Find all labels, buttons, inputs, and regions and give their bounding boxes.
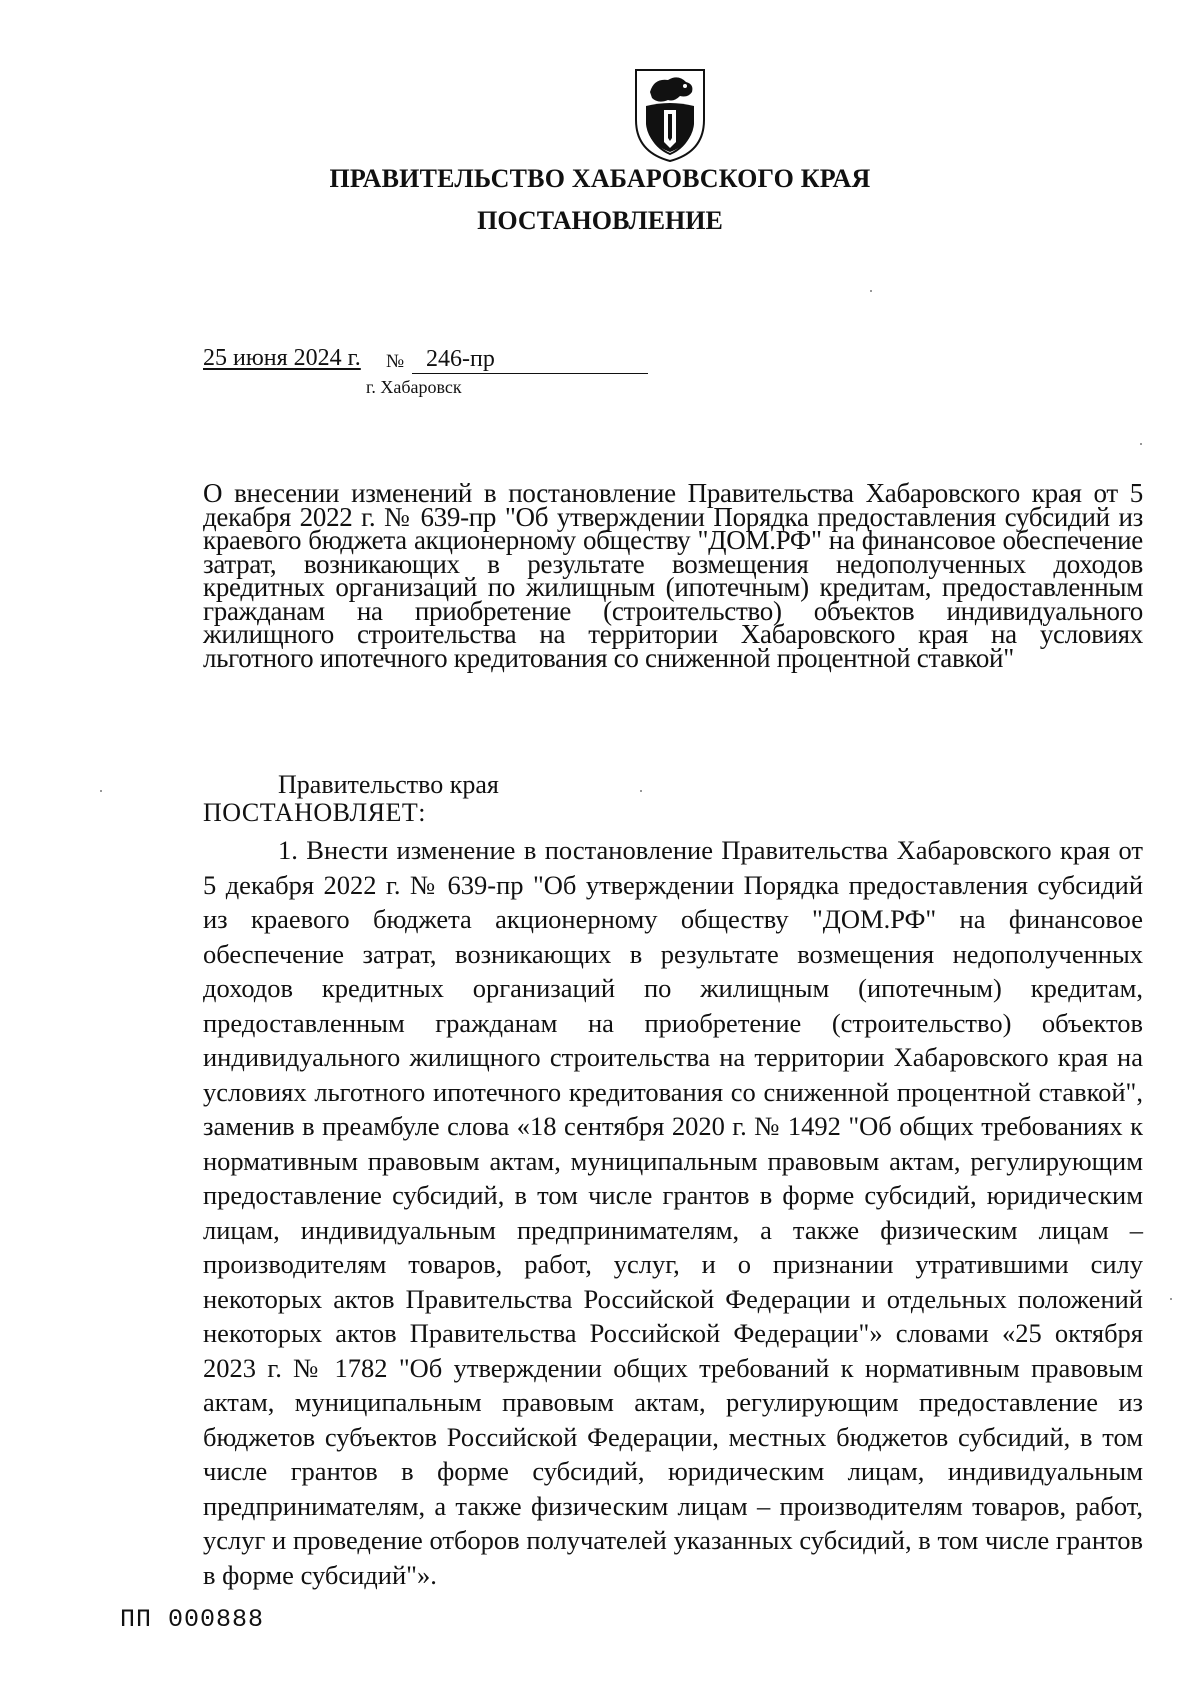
scan-speck: [1170, 1298, 1172, 1300]
decree-date: 25 июня 2024 г.: [203, 345, 361, 371]
coat-of-arms-svg: [628, 64, 712, 164]
coat-of-arms-icon: [628, 64, 712, 164]
number-sign: №: [386, 351, 405, 372]
resolves-heading: ПОСТАНОВЛЯЕТ:: [203, 798, 426, 827]
document-type-title: ПОСТАНОВЛЕНИЕ: [477, 206, 723, 235]
government-of-region-label: Правительство края: [278, 770, 499, 799]
organization-title: ПРАВИТЕЛЬСТВО ХАБАРОВСКОГО КРАЯ: [329, 164, 871, 193]
scan-speck: [1140, 443, 1142, 445]
decree-subject: О внесении изменений в постановление Правительства Хабаровского края от 5 декабря 2022 г. № 639-пр "Об утверждении Порядка предоставления субсидий из краевого бюджета акционерному обществу "ДОМ.РФ" на финансовое обеспечение затрат, возникающих в результате возмещения недополученных доходов кредитных организаций по жилищным (ипотечным) кредитам, предоставленным гражданам на приобретение (строительство) объектов индивидуального жилищного строительства на территории Хабаровского края на условиях льготного ипотечного кредитования со сниженной процентной ставкой": [203, 478, 1143, 673]
city-label: г. Хабаровск: [366, 377, 462, 397]
scan-speck: [640, 790, 642, 792]
scan-speck: [870, 290, 872, 292]
scan-speck: [100, 790, 102, 792]
decree-number: 246-пр: [412, 345, 648, 374]
paragraph-1: 1. Внести изменение в постановление Правительства Хабаровского края от 5 декабря 2022 г. № 639-пр "Об утверждении Порядка предоставления субсидий из краевого бюджета акционерному обществу "ДОМ.РФ" на финансовое обеспечение затрат, возникающих в результате возмещения недополученных доходов кредитных организаций по жилищным (ипотечным) кредитам, предоставленным гражданам на приобретение (строительство) объектов индивидуального жилищного строительства на территории Хабаровского края на условиях льготного ипотечного кредитования со сниженной процентной ставкой", заменив в преамбуле слова «18 сентября 2020 г. № 1492 "Об общих требованиях к нормативным правовым актам, муниципальным правовым актам, регулирующим предоставление субсидий, в том числе грантов в форме субсидий, юридическим лицам, индивидуальным предпринимателям, а также физическим лицам – производителям товаров, работ, услуг, и о признании утратившими силу некоторых актов Правительства Российской Федерации и отдельных положений некоторых актов Правительства Российской Федерации"» словами «25 октября 2023 г. № 1782 "Об утверждении общих требований к нормативным правовым актам, муниципальным правовым актам, регулирующим предоставление из бюджетов субъектов Российской Федерации, местных бюджетов субсидий, в том числе грантов в форме субсидий, юридическим лицам, индивидуальным предпринимателям, а также физическим лицам – производителям товаров, работ, услуг и проведение отборов получателей указанных субсидий, в том числе грантов в форме субсидий"».: [203, 835, 1143, 1590]
decree-body: [203, 833, 1143, 1592]
registry-code: ПП 000888: [120, 1605, 265, 1634]
